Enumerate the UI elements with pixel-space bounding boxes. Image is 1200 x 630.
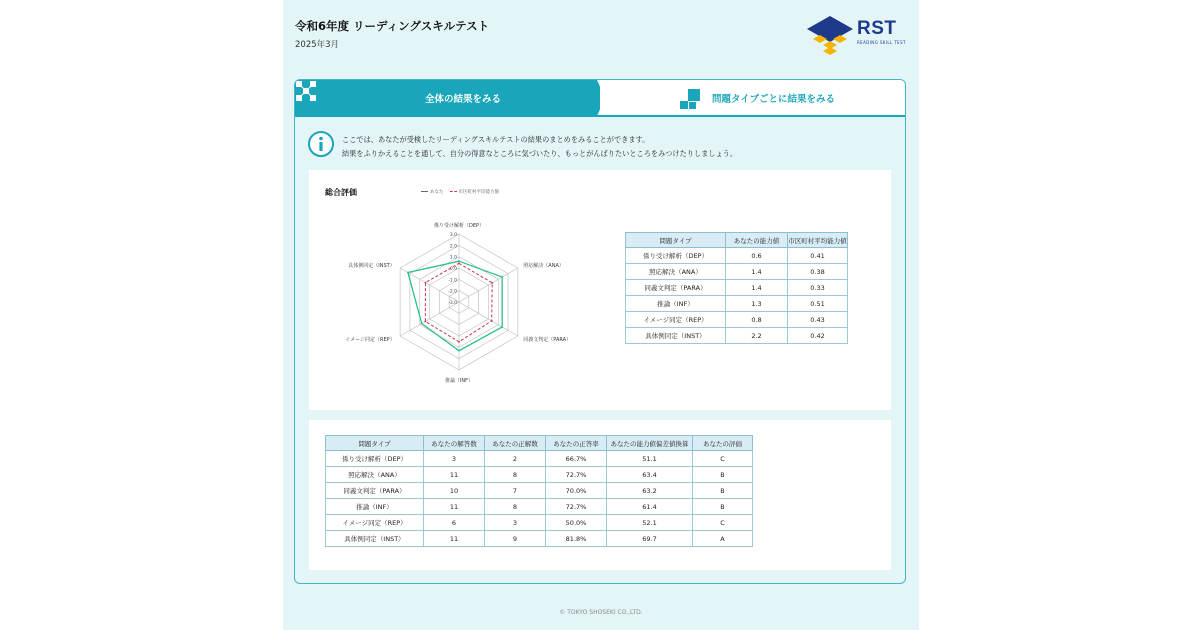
radar-axis-label: 同義文判定（PARA） <box>523 337 572 344</box>
results-table-header: あなたの能力値偏差値換算 <box>607 436 693 451</box>
ability-table-row <box>626 312 848 328</box>
results-table-cell: 同義文判定（PARA） <box>326 483 424 499</box>
ability-table-cell: 0.8 <box>726 312 788 328</box>
results-table-cell: 推論（INF） <box>326 499 424 515</box>
network-icon <box>295 80 317 102</box>
results-table-cell: 9 <box>485 531 546 547</box>
ability-table-cell: 具体例同定（INST） <box>626 328 726 344</box>
results-table-cell: 69.7 <box>607 531 693 547</box>
copyright-footer: © TOKYO SHOSEKI CO.,LTD. <box>559 609 643 616</box>
results-table-cell: 63.4 <box>607 467 693 483</box>
results-table-cell: B <box>693 499 753 515</box>
results-table-cell: 照応解決（ANA） <box>326 467 424 483</box>
results-table-cell: 具体例同定（INST） <box>326 531 424 547</box>
ability-table-cell: 0.51 <box>788 296 848 312</box>
radar-axis-label: 具体例同定（INST） <box>348 262 395 269</box>
logo-text: RST <box>857 18 897 39</box>
ability-table-row <box>626 328 848 344</box>
radar-point <box>407 272 409 274</box>
results-table-cell: 3 <box>485 515 546 531</box>
radar-tick-label: -2.0 <box>448 289 457 295</box>
rst-logo <box>805 14 909 56</box>
ability-table-cell: 0.41 <box>788 248 848 264</box>
radar-tick-label: -1.0 <box>448 278 457 284</box>
radar-point <box>458 260 460 262</box>
results-table-cell: 8 <box>485 499 546 515</box>
chart-legend <box>421 189 499 195</box>
page-date: 2025年3月 <box>295 40 340 50</box>
ability-table-cell: 推論（INF） <box>626 296 726 312</box>
info-line-2: 結果をふりかえることを通して、自分の得意なところに気づいたり、もっとがんばりたいところをみつけたりしましょう。 <box>342 149 738 158</box>
radar-axis-label: 推論（INF） <box>444 378 474 385</box>
info-icon <box>307 130 335 158</box>
ability-table <box>625 232 848 344</box>
results-table-cell: 66.7% <box>546 451 607 467</box>
results-panel <box>294 79 906 584</box>
ability-table-cell: 同義文判定（PARA） <box>626 280 726 296</box>
ability-table-row <box>626 248 848 264</box>
radar-tick-label: 1.0 <box>449 255 457 261</box>
results-table-cell: 11 <box>424 467 485 483</box>
results-table-cell: 61.4 <box>607 499 693 515</box>
ability-table-cell: 照応解決（ANA） <box>626 264 726 280</box>
results-table-row <box>326 515 753 531</box>
results-table-cell: 51.1 <box>607 451 693 467</box>
results-table-cell: 8 <box>485 467 546 483</box>
results-table-row <box>326 483 753 499</box>
results-table-cell: B <box>693 467 753 483</box>
results-table-cell: A <box>693 531 753 547</box>
results-table <box>325 435 753 547</box>
results-table-row <box>326 451 753 467</box>
page-title: 令和6年度 リーディングスキルテスト <box>295 19 490 33</box>
radar-point <box>491 320 493 322</box>
radar-axis-label: 照応解決（ANA） <box>523 262 564 269</box>
page <box>283 0 919 630</box>
results-table-row <box>326 467 753 483</box>
tab-underline <box>295 115 905 117</box>
ability-table-cell: 1.4 <box>726 264 788 280</box>
results-table-cell: 7 <box>485 483 546 499</box>
ability-table-row <box>626 280 848 296</box>
results-table-cell: 2 <box>485 451 546 467</box>
ability-table-cell: イメージ同定（REP） <box>626 312 726 328</box>
tab-overall-results[interactable] <box>295 80 605 116</box>
results-table-header: あなたの正解数 <box>485 436 546 451</box>
ability-table-row <box>626 296 848 312</box>
legend-average: 市区町村平均能力値 <box>450 189 500 195</box>
blocks-icon <box>678 87 702 111</box>
tab-bar <box>295 80 905 116</box>
radar-tick-label: 3.0 <box>449 233 457 238</box>
results-table-cell: 係り受け解析（DEP） <box>326 451 424 467</box>
results-table-cell: 11 <box>424 499 485 515</box>
ability-table-cell: 0.33 <box>788 280 848 296</box>
ability-table-row <box>626 264 848 280</box>
logo-subtext: READING SKILL TEST <box>857 40 906 45</box>
radar-point <box>501 276 503 278</box>
ability-table-cell: 0.43 <box>788 312 848 328</box>
results-table-header: あなたの正答率 <box>546 436 607 451</box>
results-table-header: 問題タイプ <box>326 436 424 451</box>
radar-axis-label: 係り受け解析（DEP） <box>433 222 485 229</box>
results-table-cell: 50.0% <box>546 515 607 531</box>
radar-tick-label: -3.0 <box>448 301 457 306</box>
results-table-cell: 70.0% <box>546 483 607 499</box>
results-table-row <box>326 531 753 547</box>
results-table-cell: 81.8% <box>546 531 607 547</box>
radar-point <box>458 262 460 264</box>
ability-table-cell: 2.2 <box>726 328 788 344</box>
results-table-cell: 72.7% <box>546 499 607 515</box>
tab-overall-label: 全体の結果をみる <box>425 94 502 105</box>
rst-logo-icon <box>805 14 855 56</box>
results-table-cell: 10 <box>424 483 485 499</box>
results-table-row <box>326 499 753 515</box>
tab-by-type-label: 問題タイプごとに結果をみる <box>712 94 836 105</box>
results-card <box>309 420 891 570</box>
results-table-cell: 3 <box>424 451 485 467</box>
ability-table-cell: 係り受け解析（DEP） <box>626 248 726 264</box>
radar-point <box>491 282 493 284</box>
radar-point <box>424 321 426 323</box>
results-table-cell: 63.2 <box>607 483 693 499</box>
summary-card <box>309 170 891 410</box>
radar-tick-label: 2.0 <box>449 244 457 250</box>
ability-table-header: あなたの能力値 <box>726 233 788 248</box>
results-table-cell: イメージ同定（REP） <box>326 515 424 531</box>
results-table-cell: B <box>693 483 753 499</box>
radar-tick-label: 0.0 <box>449 267 457 272</box>
radar-point <box>501 326 503 328</box>
ability-table-cell: 0.38 <box>788 264 848 280</box>
results-table-cell: 72.7% <box>546 467 607 483</box>
results-table-cell: C <box>693 515 753 531</box>
results-table-cell: 6 <box>424 515 485 531</box>
ability-table-cell: 1.4 <box>726 280 788 296</box>
ability-table-cell: 0.6 <box>726 248 788 264</box>
radar-point <box>458 350 460 352</box>
info-line-1: ここでは、あなたが受検したリーディングスキルテストの結果のまとめをみることができます。 <box>342 135 650 144</box>
results-table-cell: 52.1 <box>607 515 693 531</box>
tab-by-question-type[interactable] <box>600 80 905 116</box>
results-table-header: あなたの解答数 <box>424 436 485 451</box>
radar-point <box>425 282 427 284</box>
results-table-cell: C <box>693 451 753 467</box>
summary-title: 総合評価 <box>325 188 357 197</box>
radar-chart <box>329 210 589 410</box>
info-text <box>342 133 737 161</box>
radar-point <box>458 341 460 343</box>
ability-table-cell: 1.3 <box>726 296 788 312</box>
radar-point <box>421 323 423 325</box>
legend-you: あなた <box>421 189 444 195</box>
ability-table-header: 問題タイプ <box>626 233 726 248</box>
results-table-cell: 11 <box>424 531 485 547</box>
results-table-header: あなたの評価 <box>693 436 753 451</box>
radar-axis-label: イメージ同定（REP） <box>345 337 395 344</box>
ability-table-header: 市区町村平均能力値 <box>788 233 848 248</box>
ability-table-cell: 0.42 <box>788 328 848 344</box>
